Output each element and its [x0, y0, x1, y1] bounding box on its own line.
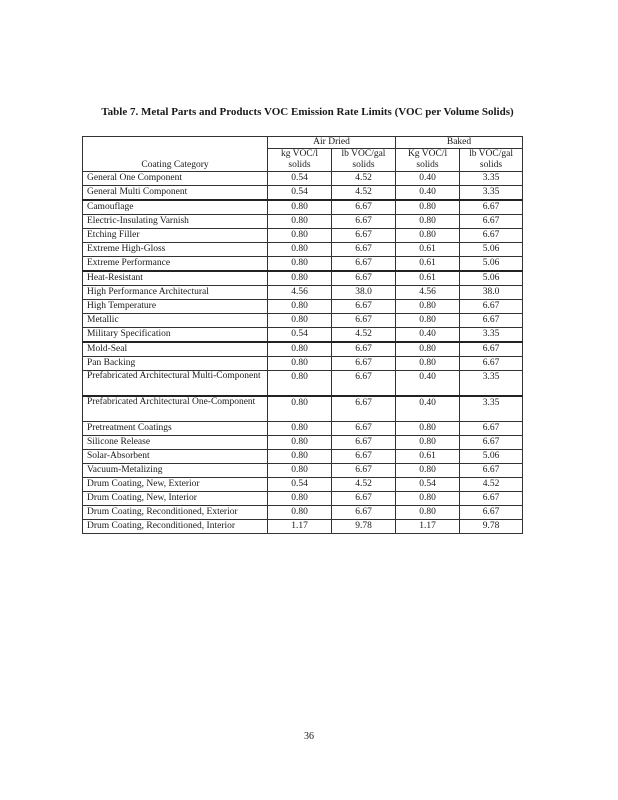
air-lb-cell: 6.67 — [332, 215, 396, 229]
baked-kg-cell: 0.40 — [396, 172, 460, 186]
air-kg-cell: 0.80 — [268, 342, 332, 357]
category-cell: Silicone Release — [83, 436, 268, 450]
baked-lb-cell: 3.35 — [460, 172, 523, 186]
air-kg-cell: 0.80 — [268, 464, 332, 478]
air-lb-cell: 6.67 — [332, 229, 396, 243]
table-row — [83, 243, 523, 257]
air-lb-cell: 6.67 — [332, 357, 396, 371]
baked-lb-cell: 5.06 — [460, 450, 523, 464]
air-lb-cell: 6.67 — [332, 492, 396, 506]
category-cell: Heat-Resistant — [83, 271, 268, 286]
air-lb-cell: 6.67 — [332, 371, 396, 397]
category-cell: Drum Coating, New, Interior — [83, 492, 268, 506]
baked-lb-cell: 6.67 — [460, 422, 523, 436]
baked-kg-cell: 0.80 — [396, 464, 460, 478]
table-row — [83, 186, 523, 201]
baked-lb-cell: 6.67 — [460, 200, 523, 215]
air-kg-cell: 0.80 — [268, 300, 332, 314]
table-row — [83, 271, 523, 286]
table-row — [83, 314, 523, 328]
air-kg-cell: 0.80 — [268, 243, 332, 257]
baked-lb-cell: 3.35 — [460, 186, 523, 201]
baked-lb-cell: 6.67 — [460, 357, 523, 371]
table-row — [83, 492, 523, 506]
baked-header: Baked — [396, 137, 523, 149]
baked-kg-cell: 0.61 — [396, 450, 460, 464]
baked-lb-cell: 6.67 — [460, 492, 523, 506]
table-row — [83, 464, 523, 478]
baked-lb-header: lb VOC/gal solids — [460, 149, 523, 172]
baked-kg-cell: 0.80 — [396, 422, 460, 436]
baked-lb-cell: 38.0 — [460, 286, 523, 300]
category-cell: Mold-Seal — [83, 342, 268, 357]
baked-kg-header: Kg VOC/l solids — [396, 149, 460, 172]
air-lb-cell: 38.0 — [332, 286, 396, 300]
air-lb-cell: 6.67 — [332, 243, 396, 257]
air-lb-cell: 6.67 — [332, 271, 396, 286]
baked-lb-cell: 4.52 — [460, 478, 523, 492]
baked-lb-cell: 6.67 — [460, 436, 523, 450]
baked-lb-cell: 6.67 — [460, 314, 523, 328]
air-kg-cell: 0.54 — [268, 172, 332, 186]
baked-lb-cell: 5.06 — [460, 243, 523, 257]
baked-lb-cell: 6.67 — [460, 342, 523, 357]
air-kg-cell: 0.80 — [268, 422, 332, 436]
category-cell: Prefabricated Architectural Multi-Component — [83, 371, 268, 397]
category-cell: Pretreatment Coatings — [83, 422, 268, 436]
air-dried-lb-header: lb VOC/gal solids — [332, 149, 396, 172]
baked-kg-cell: 0.80 — [396, 229, 460, 243]
air-kg-cell: 0.80 — [268, 229, 332, 243]
table-row — [83, 357, 523, 371]
table-row — [83, 342, 523, 357]
air-kg-cell: 0.80 — [268, 506, 332, 520]
air-kg-cell: 0.80 — [268, 200, 332, 215]
baked-kg-cell: 0.80 — [396, 357, 460, 371]
table-row — [83, 422, 523, 436]
baked-lb-cell: 3.35 — [460, 371, 523, 397]
air-lb-cell: 6.67 — [332, 200, 396, 215]
baked-lb-cell: 5.06 — [460, 271, 523, 286]
category-cell: Camouflage — [83, 200, 268, 215]
air-lb-cell: 9.78 — [332, 520, 396, 534]
air-lb-cell: 6.67 — [332, 396, 396, 422]
table-row — [83, 371, 523, 397]
table-row — [83, 520, 523, 534]
category-cell: Pan Backing — [83, 357, 268, 371]
air-kg-cell: 0.80 — [268, 436, 332, 450]
baked-lb-cell: 5.06 — [460, 257, 523, 272]
baked-lb-cell: 6.67 — [460, 229, 523, 243]
air-kg-cell: 0.54 — [268, 186, 332, 201]
baked-lb-cell: 3.35 — [460, 328, 523, 343]
air-lb-cell: 6.67 — [332, 257, 396, 272]
air-kg-cell: 0.80 — [268, 357, 332, 371]
baked-kg-cell: 0.54 — [396, 478, 460, 492]
air-dried-header: Air Dried — [268, 137, 396, 149]
air-kg-cell: 0.80 — [268, 271, 332, 286]
category-cell: Prefabricated Architectural One-Component — [83, 396, 268, 422]
air-kg-cell: 1.17 — [268, 520, 332, 534]
category-cell: Drum Coating, Reconditioned, Exterior — [83, 506, 268, 520]
table-row — [83, 200, 523, 215]
air-dried-kg-header: kg VOC/l solids — [268, 149, 332, 172]
coating-category-header: Coating Category — [83, 137, 268, 172]
category-cell: General One Component — [83, 172, 268, 186]
air-lb-cell: 4.52 — [332, 328, 396, 343]
table-row — [83, 286, 523, 300]
air-lb-cell: 6.67 — [332, 450, 396, 464]
air-kg-cell: 0.80 — [268, 450, 332, 464]
table-row — [83, 450, 523, 464]
baked-kg-cell: 0.80 — [396, 436, 460, 450]
baked-lb-cell: 6.67 — [460, 506, 523, 520]
category-cell: Drum Coating, Reconditioned, Interior — [83, 520, 268, 534]
baked-kg-cell: 0.80 — [396, 506, 460, 520]
category-cell: High Temperature — [83, 300, 268, 314]
baked-lb-cell: 9.78 — [460, 520, 523, 534]
air-kg-cell: 0.80 — [268, 257, 332, 272]
baked-kg-cell: 0.80 — [396, 300, 460, 314]
category-cell: Extreme Performance — [83, 257, 268, 272]
table-row — [83, 300, 523, 314]
baked-kg-cell: 0.80 — [396, 314, 460, 328]
table-row — [83, 436, 523, 450]
baked-kg-cell: 4.56 — [396, 286, 460, 300]
air-kg-cell: 0.80 — [268, 396, 332, 422]
table-row — [83, 257, 523, 272]
baked-kg-cell: 0.40 — [396, 371, 460, 397]
baked-kg-cell: 0.61 — [396, 271, 460, 286]
baked-lb-cell: 6.67 — [460, 215, 523, 229]
baked-kg-cell: 0.80 — [396, 342, 460, 357]
air-lb-cell: 4.52 — [332, 478, 396, 492]
baked-lb-cell: 6.67 — [460, 464, 523, 478]
air-lb-cell: 6.67 — [332, 342, 396, 357]
air-kg-cell: 4.56 — [268, 286, 332, 300]
category-cell: Solar-Absorbent — [83, 450, 268, 464]
air-lb-cell: 4.52 — [332, 186, 396, 201]
air-lb-cell: 6.67 — [332, 464, 396, 478]
baked-kg-cell: 0.80 — [396, 200, 460, 215]
table-row — [83, 172, 523, 186]
baked-kg-cell: 0.80 — [396, 215, 460, 229]
baked-kg-cell: 0.40 — [396, 328, 460, 343]
category-cell: Military Specification — [83, 328, 268, 343]
air-kg-cell: 0.54 — [268, 328, 332, 343]
air-kg-cell: 0.80 — [268, 492, 332, 506]
table-row — [83, 229, 523, 243]
air-kg-cell: 0.80 — [268, 215, 332, 229]
table-row — [83, 396, 523, 422]
air-lb-cell: 6.67 — [332, 300, 396, 314]
category-cell: Etching Filler — [83, 229, 268, 243]
category-cell: Drum Coating, New, Exterior — [83, 478, 268, 492]
air-lb-cell: 6.67 — [332, 422, 396, 436]
air-kg-cell: 0.80 — [268, 314, 332, 328]
table-row — [83, 478, 523, 492]
air-lb-cell: 6.67 — [332, 314, 396, 328]
category-cell: Electric-Insulating Varnish — [83, 215, 268, 229]
baked-kg-cell: 0.61 — [396, 257, 460, 272]
baked-kg-cell: 0.40 — [396, 186, 460, 201]
table-row — [83, 328, 523, 343]
baked-kg-cell: 0.40 — [396, 396, 460, 422]
baked-lb-cell: 6.67 — [460, 300, 523, 314]
category-cell: General Multi Component — [83, 186, 268, 201]
table-row — [83, 215, 523, 229]
air-kg-cell: 0.80 — [268, 371, 332, 397]
baked-kg-cell: 0.61 — [396, 243, 460, 257]
category-cell: High Performance Architectural — [83, 286, 268, 300]
category-cell: Vacuum-Metalizing — [83, 464, 268, 478]
category-cell: Metallic — [83, 314, 268, 328]
air-lb-cell: 6.67 — [332, 506, 396, 520]
table-row — [83, 506, 523, 520]
air-kg-cell: 0.54 — [268, 478, 332, 492]
voc-emission-table — [82, 136, 523, 534]
baked-lb-cell: 3.35 — [460, 396, 523, 422]
baked-kg-cell: 0.80 — [396, 492, 460, 506]
category-cell: Extreme High-Gloss — [83, 243, 268, 257]
air-lb-cell: 4.52 — [332, 172, 396, 186]
baked-kg-cell: 1.17 — [396, 520, 460, 534]
air-lb-cell: 6.67 — [332, 436, 396, 450]
page-number: 36 — [304, 731, 314, 742]
table-title: Table 7. Metal Parts and Products VOC Emission Rate Limits (VOC per Volume Solids) — [101, 106, 514, 118]
